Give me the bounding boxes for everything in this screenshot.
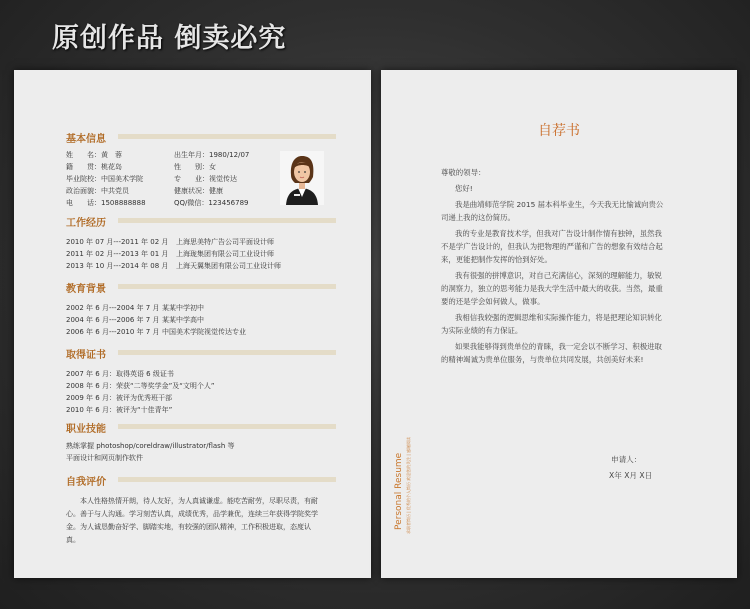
resume-page (14, 70, 371, 578)
section-header (66, 214, 336, 230)
list-item: 2010 年 6 月：被评为“十佳青年” (66, 406, 173, 414)
self-evaluation-text: 本人性格热情开朗，待人友好，为人真诚谦虚。能吃苦耐劳，尽职尽责，有耐心。善于与人沟通。学习刻苦认真，成绩优秀，品学兼优，连续三年获得学院奖学金。为人诚恳勤奋好学、脚踏实地，有较强的团队精神，工作积极进取，态度认真。 (66, 497, 318, 544)
info-key: 电 话： (66, 199, 101, 207)
certificates-section (66, 346, 336, 416)
list-item (66, 302, 336, 314)
list-item (66, 248, 336, 260)
info-key: 健康状况： (174, 187, 209, 195)
info-key: 政治面貌： (66, 187, 101, 195)
item-text: 中国美术学院视觉传达专业 (162, 328, 246, 336)
basic-info-row (174, 150, 249, 160)
info-value: 健康 (209, 187, 223, 195)
list-item: 2007 年 6 月：取得英语 6 级证书 (66, 370, 174, 378)
banner-title: 原创作品 倒卖必究 (52, 23, 287, 54)
item-text: 上海珑集团有限公司工业设计师 (176, 250, 274, 258)
avatar-icon (280, 151, 324, 205)
cover-letter-page (381, 70, 737, 578)
letter-paragraphs (441, 198, 669, 366)
item-date: 2010 年 07 月---2011 年 02 月 (66, 238, 169, 246)
section-bar (118, 350, 336, 355)
basic-info-row (174, 174, 237, 184)
letter-paragraph: 我是曲靖师范学院 2015 届本科毕业生，今天我无比愉诚向贵公司递上我的这份简历。 (441, 200, 664, 222)
item-date: 2002 年 6 月---2004 年 7 月 (66, 304, 160, 312)
section-bar (118, 477, 336, 482)
item-text: 某某中学初中 (162, 304, 204, 312)
list-item: 2008 年 6 月：荣获“二等奖学金”及“文明个人” (66, 382, 215, 390)
basic-info-row (174, 198, 248, 208)
info-value: 1980/12/07 (209, 151, 250, 159)
info-key: 专 业： (174, 175, 209, 183)
letter-body (441, 166, 669, 369)
basic-info-row (66, 198, 146, 208)
info-key: 毕业院校： (66, 175, 101, 183)
section-header (66, 420, 336, 436)
letter-paragraph: 如果我能够得到贵单位的青睐，我一定会以不断学习、积极进取的精神竭诚为贵单位服务，与贵单位共同发展，共创美好未来! (441, 342, 662, 364)
personal-resume-label: Personal Resume (394, 452, 404, 530)
section-bar (118, 218, 336, 223)
info-value: 桃花岛 (101, 163, 122, 171)
letter-paragraph: 我的专业是教育技术学，但我对广告设计制作情有独钟，虽然我不是学广告设计的，但我认为把物理的严谨和广告的想象有效结合起来，更能把制作发挥的恰到好处。 (441, 229, 663, 264)
info-value: 视觉传达 (209, 175, 237, 183)
info-key: 出生年月： (174, 151, 209, 159)
info-value: 女 (209, 163, 216, 171)
section-header (66, 280, 336, 296)
basic-info-row (66, 162, 122, 172)
list-item: 平面设计和网页制作软件 (66, 454, 143, 462)
info-key: 性 别： (174, 163, 209, 171)
list-item (66, 260, 336, 272)
education-list (66, 302, 336, 338)
section-title: 取得证书 (66, 346, 110, 361)
list-item (66, 236, 336, 248)
personal-resume-mark (390, 436, 411, 540)
section-title: 教育背景 (66, 280, 110, 295)
info-value: 中共党员 (101, 187, 129, 195)
basic-info-row (174, 186, 223, 196)
basic-info-section (66, 130, 336, 146)
avatar (280, 151, 324, 205)
item-text: 上海思美特广告公司平面设计师 (176, 238, 274, 246)
section-header (66, 346, 336, 362)
certificates-list (66, 368, 336, 416)
list-item: 熟练掌握 photoshop/coreldraw/illustrator/flash 等 (66, 442, 235, 450)
info-value: 123456789 (208, 199, 249, 207)
item-text: 上海天翼集团有限公司工业设计师 (176, 262, 281, 270)
section-bar (118, 284, 336, 289)
item-date: 2011 年 02 月---2013 年 01 月 (66, 250, 169, 258)
section-header (66, 130, 336, 146)
letter-paragraph: 我相信我较强的逻辑思维和实际操作能力，将是把理论知识转化为实际业绩的有力保证。 (441, 313, 662, 335)
info-value: 黄 蓉 (101, 151, 122, 159)
education-section (66, 280, 336, 338)
skills-list (66, 440, 336, 464)
letter-hello: 您好! (455, 184, 473, 193)
list-item (66, 314, 336, 326)
basic-info-row (174, 162, 216, 172)
section-title: 工作经历 (66, 214, 110, 229)
skills-section (66, 420, 336, 464)
info-key: 姓 名： (66, 151, 101, 159)
list-item (66, 326, 336, 338)
item-date: 2006 年 6 月---2010 年 7 月 (66, 328, 160, 336)
section-bar (118, 134, 336, 139)
info-value: 中国美术学院 (101, 175, 143, 183)
work-section (66, 214, 336, 272)
info-key: 籍 贯： (66, 163, 101, 171)
basic-info-row (66, 186, 129, 196)
personal-resume-sublabel: 求职者简历 | 优秀的个人简历 欢迎您的关注 | 感谢阅读 (406, 436, 411, 534)
section-title: 自我评价 (66, 473, 110, 488)
work-list (66, 236, 336, 272)
letter-date: X年 X月 X日 (609, 471, 653, 480)
item-date: 2013 年 10 月---2014 年 08 月 (66, 262, 169, 270)
letter-applicant: 申请人： (611, 455, 642, 464)
info-value: 1508888888 (101, 199, 146, 207)
item-text: 某某中学高中 (162, 316, 204, 324)
letter-title: 自荐书 (538, 123, 580, 139)
item-date: 2004 年 6 月---2006 年 7 月 (66, 316, 160, 324)
self-evaluation-section (66, 473, 336, 547)
list-item: 2009 年 6 月：被评为优秀班干部 (66, 394, 172, 402)
basic-info-row (66, 150, 122, 160)
section-header (66, 473, 336, 489)
letter-paragraph: 我有很强的拼博意识，对自己充满信心，深刻的理解能力，敏锐的洞察力，独立的思考能力是我大学生活中最大的收获。当然，最重要的还是学会如何做人，做事。 (441, 271, 663, 306)
letter-greeting: 尊敬的领导： (441, 168, 486, 177)
info-key: QQ/微信： (174, 199, 209, 207)
section-title: 基本信息 (66, 130, 110, 145)
section-bar (118, 424, 336, 429)
section-title: 职业技能 (66, 420, 110, 435)
basic-info-row (66, 174, 143, 184)
